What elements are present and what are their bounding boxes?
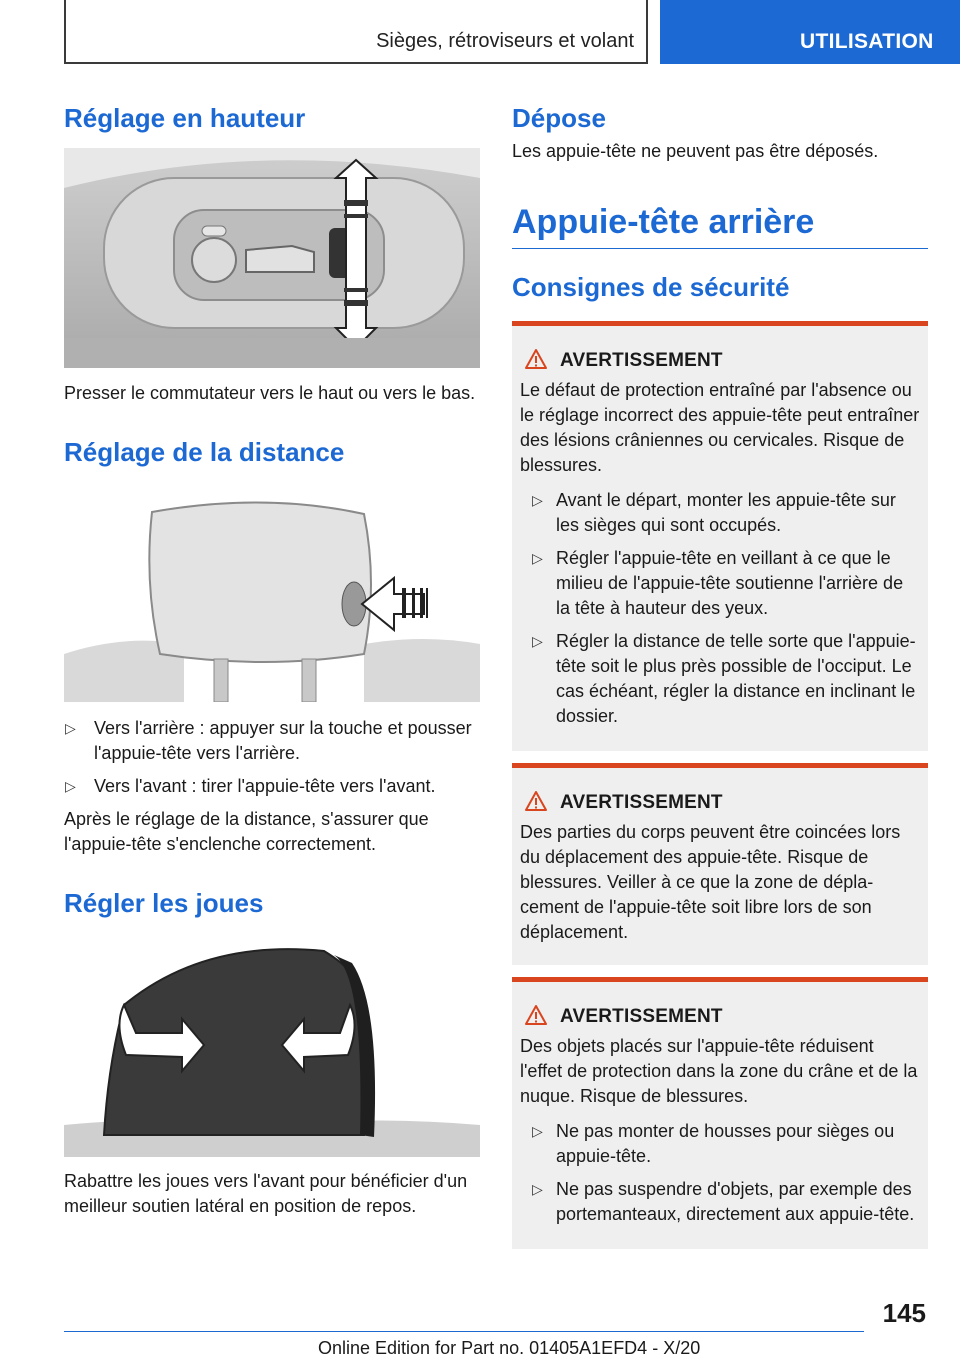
warning-text: Le défaut de protection entraîné par l'absence ou le réglage incorrect des appuie-tête peut entraîner des lésions crâniennes ou cervicales. Risque de blessures. xyxy=(520,380,920,475)
bullet-triangle-icon: ▷ xyxy=(532,1181,543,1197)
left-column xyxy=(64,100,480,1219)
warning-box-3 xyxy=(512,977,928,1249)
warning-triangle-icon xyxy=(524,1004,548,1026)
list-item: ▷ Ne pas suspendre d'objets, par exemple des portemanteaux, directement aux appuie-tête. xyxy=(532,1179,915,1224)
bullet-triangle-icon: ▷ xyxy=(532,1123,543,1139)
warning-triangle-icon xyxy=(524,348,548,370)
heading-consignes-securite: Consignes de sécurité xyxy=(512,272,790,302)
bullet-triangle-icon: ▷ xyxy=(65,720,76,736)
page-number: 145 xyxy=(882,1298,926,1328)
list-item: ▷ Vers l'avant : tirer l'appuie-tête vers l'avant. xyxy=(64,774,480,799)
warning-header xyxy=(520,348,920,374)
footer-edition-text: Online Edition for Part no. 01405A1EFD4 - X/20 xyxy=(318,1338,701,1358)
warning-bullet-list xyxy=(520,488,920,729)
warning-label: AVERTISSEMENT xyxy=(560,350,723,371)
paragraph-distance: Après le réglage de la distance, s'assurer que l'appuie-tête s'enclenche correctement. xyxy=(64,809,429,854)
bullet-triangle-icon: ▷ xyxy=(532,550,543,566)
list-item: ▷ Ne pas monter de housses pour sièges ou appuie-tête. xyxy=(532,1121,895,1166)
right-column xyxy=(512,100,928,1249)
section-title: Sièges, rétroviseurs et volant xyxy=(376,30,634,52)
warning-header xyxy=(520,1004,920,1030)
figure-headrest-distance xyxy=(64,494,480,702)
warning-header xyxy=(520,790,920,816)
heading-reglage-distance: Réglage de la distance xyxy=(64,437,345,467)
warning-box-2 xyxy=(512,763,928,965)
warning-label: AVERTISSEMENT xyxy=(560,792,723,813)
figure-seat-switch xyxy=(64,148,480,368)
paragraph-depose: Les appuie-tête ne peuvent pas être déposés. xyxy=(512,141,879,161)
headrest-wings-illustration xyxy=(64,945,480,1157)
bullet-triangle-icon: ▷ xyxy=(532,492,543,508)
figure-headrest-wings xyxy=(64,945,480,1157)
seat-switch-illustration xyxy=(64,148,480,368)
footer-rule xyxy=(64,1331,864,1332)
warning-label: AVERTISSEMENT xyxy=(560,1006,723,1027)
list-item: ▷ Vers l'arrière : appuyer sur la touche et pousser l'appuie-tête vers l'arrière. xyxy=(65,718,472,763)
list-item: ▷ Avant le départ, monter les appuie-tête sur les sièges qui sont occupés. xyxy=(532,490,896,535)
warning-box-1 xyxy=(512,321,928,751)
heading-underline xyxy=(512,248,928,249)
warning-text: Des parties du corps peuvent être coincées lors du déplacement des appuie-tête. Risque de blessures. Veiller à ce que la zone de déplacement de l'appuie-tête soit libre lors de son déplacement. xyxy=(520,822,901,942)
chapter-tab-label: UTILISATION xyxy=(800,30,934,53)
heading-depose: Dépose xyxy=(512,103,606,133)
warning-text: Des objets placés sur l'appuie-tête réduisent l'effet de protection dans la zone du crâne et de la nuque. Risque de blessures. xyxy=(520,1036,918,1106)
distance-bullet-list xyxy=(64,716,480,799)
headrest-distance-illustration xyxy=(64,494,480,702)
warning-triangle-icon xyxy=(524,790,548,812)
heading-appuie-tete-arriere: Appuie-tête arrière xyxy=(512,203,815,241)
bullet-triangle-icon: ▷ xyxy=(532,633,543,649)
list-item: ▷ Régler la distance de telle sorte que l'appuie-tête soit le plus près possible de l'occiput. Le cas échéant, régler la distance en inclinant le dossier. xyxy=(532,631,916,726)
bullet-triangle-icon: ▷ xyxy=(65,778,76,794)
list-item: ▷ Régler l'appuie-tête en veillant à ce que le milieu de l'appuie-tête soutienne l'arrière de la tête à hauteur des yeux. xyxy=(532,548,904,618)
chapter-tab[interactable] xyxy=(660,0,960,64)
paragraph-hauteur: Presser le commutateur vers le haut ou vers le bas. xyxy=(64,383,476,403)
warning-bullet-list xyxy=(520,1119,920,1227)
heading-regler-joues: Régler les joues xyxy=(64,888,264,918)
heading-reglage-hauteur: Réglage en hauteur xyxy=(64,103,306,133)
paragraph-joues: Rabattre les joues vers l'avant pour bénéficier d'un meilleur soutien latéral en position de repos. xyxy=(64,1171,468,1216)
header-section-box xyxy=(64,0,648,64)
